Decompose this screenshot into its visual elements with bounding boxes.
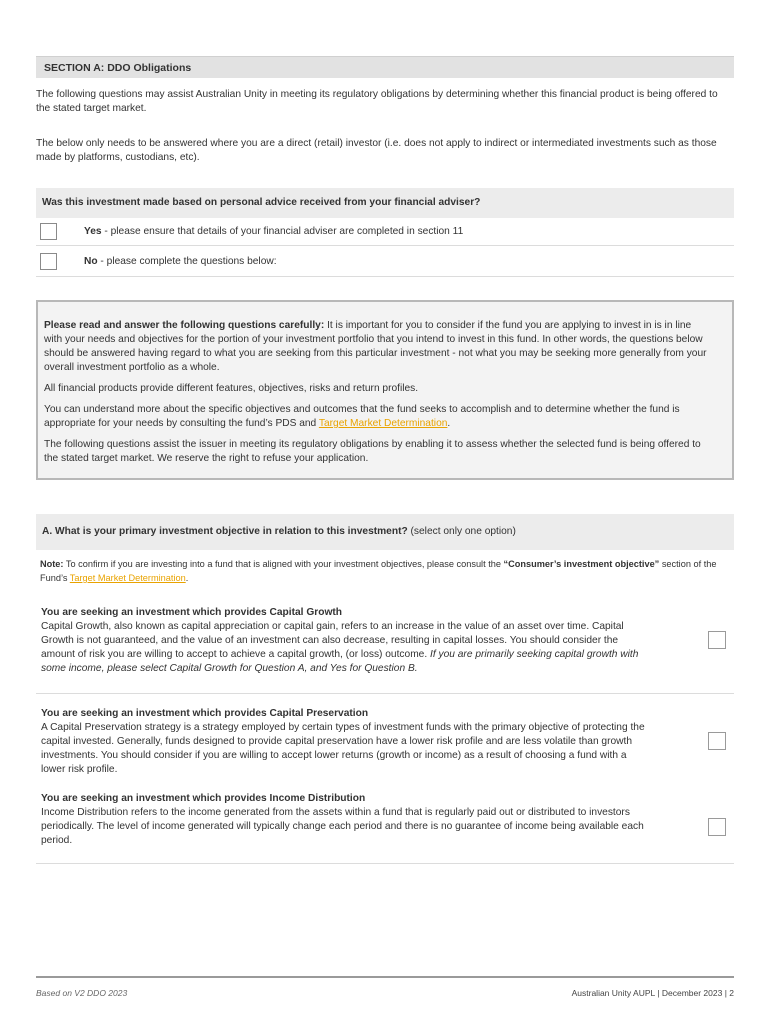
- question-a-bar: [36, 514, 734, 550]
- notice-paragraph-2: All financial products provide different features, objectives, risks and return profiles.: [44, 383, 419, 394]
- yes-option-label: [84, 225, 463, 239]
- note-quote: “Consumer’s investment objective”: [503, 559, 660, 569]
- objective-body: Capital Growth, also known as capital appreciation or capital gain, refers to an increase in the value of an asset over time. Capital Growth is not guaranteed, and the value of an investment can also decrease, resulting in capital losses. You should consider the amount of risk you are willing to accept to achieve a capital growth, (or loss) outcome.: [41, 621, 624, 660]
- section-a-header: [36, 56, 734, 78]
- yes-text: - please ensure that details of your financial adviser are completed in section 11: [101, 226, 464, 237]
- objective-income-distribution: [36, 792, 734, 864]
- objective-title: You are seeking an investment which provides Capital Preservation: [41, 708, 369, 719]
- objective-italic-note: If you are primarily seeking capital growth with some income, please select Capital Growth for Question A, and Yes for Question B.: [41, 649, 639, 674]
- no-text: - please complete the questions below:: [97, 256, 277, 267]
- objective-text: [41, 707, 653, 777]
- objective-text: [41, 606, 653, 676]
- intro-paragraph-1: The following questions may assist Australian Unity in meeting its regulatory obligations by determining whether this financial product is being offered to the stated target market.: [36, 89, 718, 114]
- objective-capital-growth: [36, 606, 734, 694]
- notice-paragraph-3: [44, 403, 712, 431]
- intro-paragraph-2: The below only needs to be answered where you are a direct (retail) investor (i.e. does not apply to indirect or intermediated investments such as those made by platforms, custodians, etc).: [36, 138, 717, 163]
- capital-preservation-checkbox[interactable]: [708, 732, 726, 750]
- objective-title: You are seeking an investment which provides Capital Growth: [41, 607, 342, 618]
- no-bold: No: [84, 256, 98, 267]
- notice-p1-text: It is important for you to consider if the fund you are applying to invest in is in line with your needs and objectives for the portion of your investment portfolio that you intend to invest in this fund. In other words, the questions below should be answered having regard to what you are seeking from this particular investment - not what you may be seeking more generally from your overall investment portfolio as a whole.: [44, 320, 707, 373]
- notice-heading: Please read and answer the following questions carefully:: [44, 320, 325, 331]
- notice-paragraph-1: [44, 319, 712, 375]
- question-a-hint: (select only one option): [407, 526, 516, 537]
- no-checkbox[interactable]: [40, 253, 57, 270]
- objective-capital-preservation: [36, 707, 734, 791]
- footer-left-text: Based on V2 DDO 2023: [36, 988, 128, 998]
- footer-divider: [36, 976, 734, 978]
- note-text-2: section of the Fund’s: [40, 559, 717, 583]
- no-option-label: [84, 255, 277, 269]
- advice-option-yes: [36, 218, 734, 246]
- note-tmd-link[interactable]: Target Market Determination: [69, 573, 186, 583]
- note-end: .: [185, 573, 189, 583]
- advice-option-no: [36, 247, 734, 277]
- section-title: SECTION A: DDO Obligations: [44, 62, 192, 74]
- yes-checkbox[interactable]: [40, 223, 57, 240]
- note-label: Note:: [40, 559, 64, 569]
- tmd-link[interactable]: Target Market Determination: [318, 418, 448, 429]
- notice-paragraph-4: The following questions assist the issuer in meeting its regulatory obligations by enabling it to assess whether the selected fund is being offered to the stated target market. We reserve the right to refuse your application.: [44, 439, 701, 464]
- advice-question-bar: [36, 188, 734, 218]
- notice-p3-text: You can understand more about the specific objectives and outcomes that the fund seeks to accomplish and to determine whether the fund is appropriate for your needs by consulting the fund’s PDS and: [44, 404, 680, 429]
- objective-body: A Capital Preservation strategy is a strategy employed by certain types of investment funds with the primary objective of protecting the capital invested. Generally, funds designed to provide capital preservation have a lower risk profile and are less volatile than growth investments. You should consider if you are willing to accept lower returns (growth or income) as a result of choosing a fund with a lower risk profile.: [41, 722, 645, 775]
- note-text: To confirm if you are investing into a fund that is aligned with your investment objectives, please consult the: [63, 559, 504, 569]
- income-distribution-checkbox[interactable]: [708, 818, 726, 836]
- question-a-label: A. What is your primary investment objective in relation to this investment?: [42, 526, 408, 537]
- question-a-note: [40, 557, 730, 585]
- yes-bold: Yes: [84, 226, 102, 237]
- objective-body: Income Distribution refers to the income generated from the assets within a fund that is regularly paid out or distributed to investors periodically. The level of income generated will typically change each period and there is no guarantee of income being available each period.: [41, 807, 644, 846]
- important-notice-box: [36, 300, 734, 480]
- objective-title: You are seeking an investment which provides Income Distribution: [41, 793, 366, 804]
- objective-text: [41, 792, 653, 848]
- capital-growth-checkbox[interactable]: [708, 631, 726, 649]
- notice-p3-end: .: [447, 418, 451, 429]
- footer-right-text: Australian Unity AUPL | December 2023 | 2: [571, 988, 734, 998]
- advice-question-label: Was this investment made based on personal advice received from your financial adviser?: [42, 197, 481, 208]
